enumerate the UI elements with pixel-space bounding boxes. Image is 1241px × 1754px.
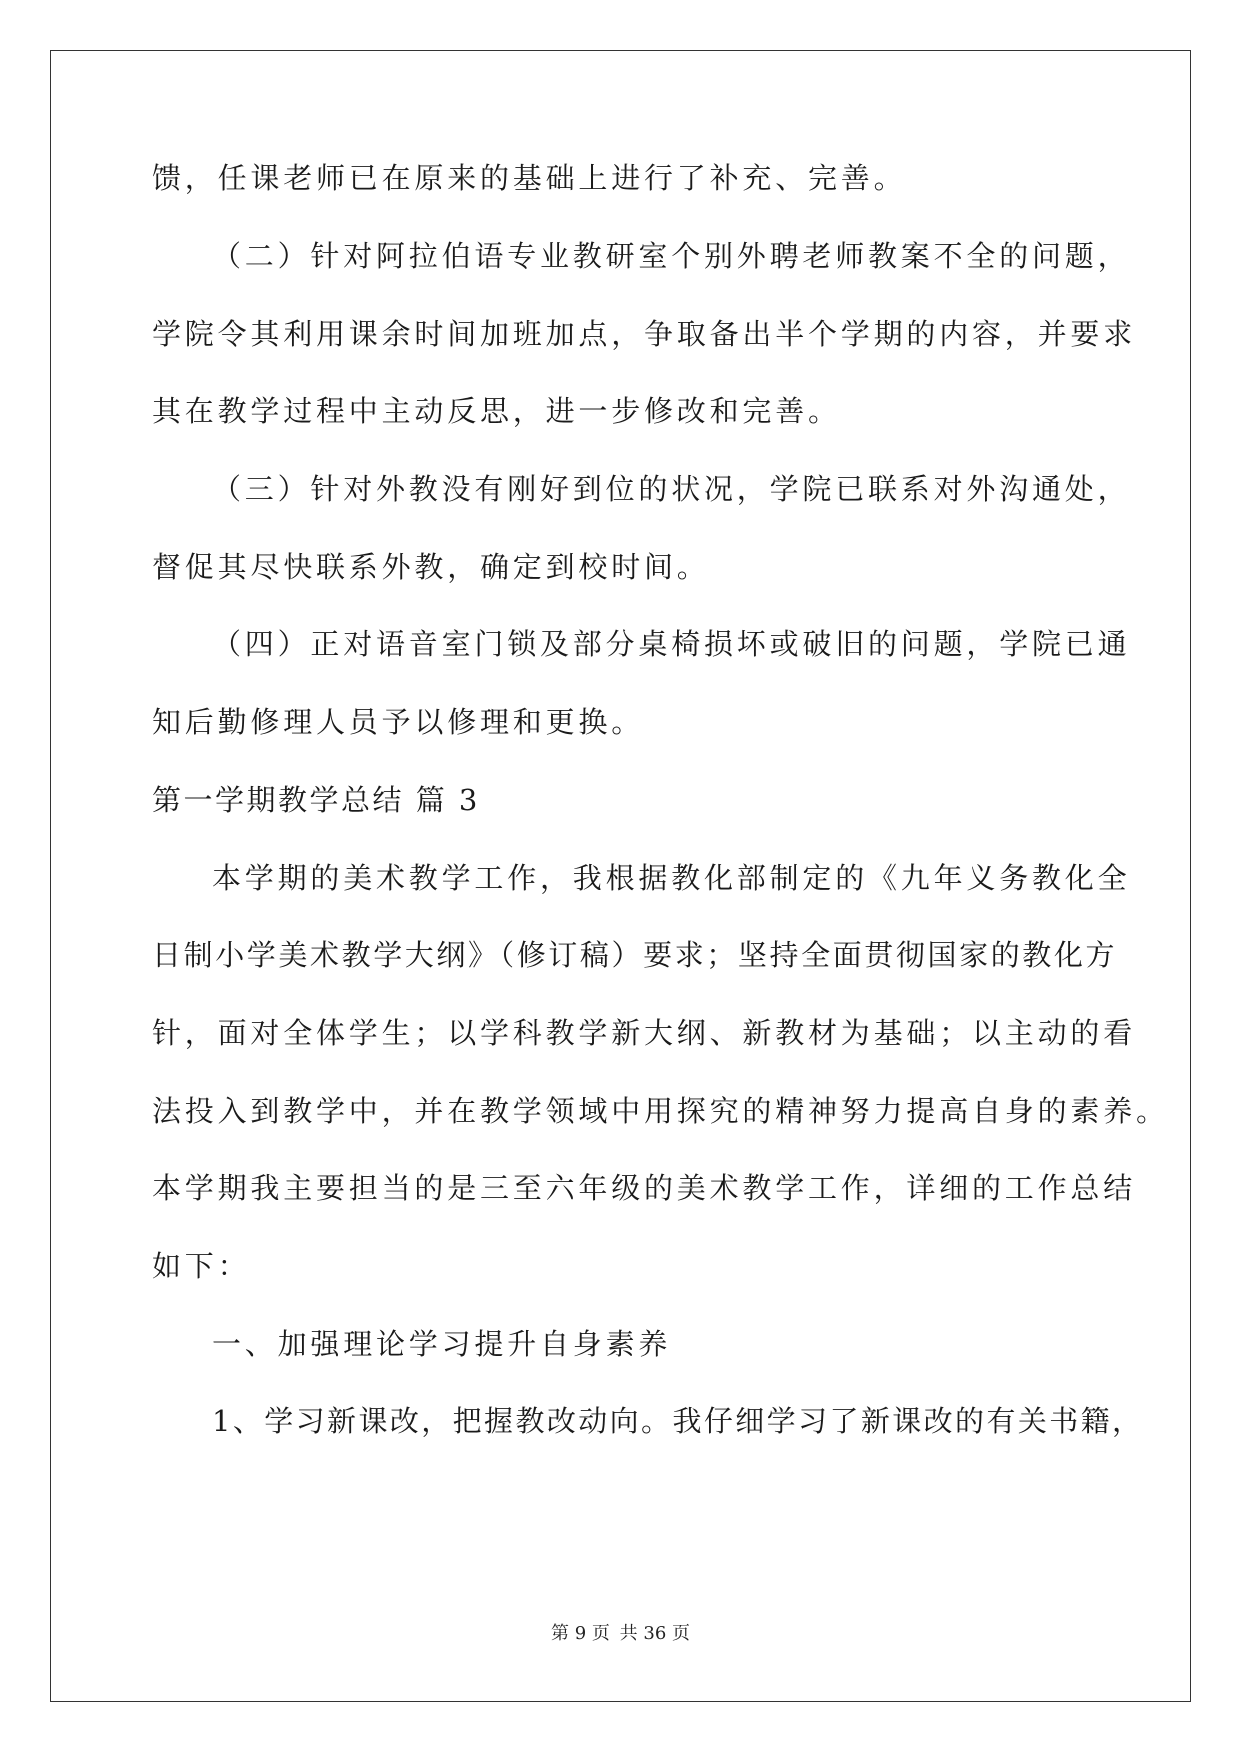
page-total: 共 36 页 (619, 1623, 690, 1644)
body-line: （四）正对语音室门锁及部分桌椅损坏或破旧的问题，学院已通 (212, 627, 1131, 661)
body-line: 本学期的美术教学工作，我根据教化部制定的《九年义务教化全 (212, 861, 1131, 895)
page-footer (0, 1622, 1241, 1646)
body-line: 其在教学过程中主动反思，进一步修改和完善。 (152, 394, 841, 428)
body-line: 知后勤修理人员予以修理和更换。 (152, 705, 645, 739)
body-line: 督促其尽快联系外教，确定到校时间。 (152, 550, 710, 584)
subheading: 一、加强理论学习提升自身素养 (212, 1327, 672, 1361)
body-line: 针，面对全体学生；以学科教学新大纲、新教材为基础；以主动的看 (152, 1016, 1137, 1050)
body-line: 如下： (152, 1249, 251, 1283)
section-heading: 第一学期教学总结 篇 3 (152, 783, 480, 817)
body-line: 1、学习新课改，把握教改动向。我仔细学习了新课改的有关书籍， (212, 1404, 1144, 1438)
body-line: 馈，任课老师已在原来的基础上进行了补充、完善。 (152, 161, 907, 195)
body-line: 法投入到教学中，并在教学领域中用探究的精神努力提高自身的素养。 (152, 1094, 1169, 1128)
body-line: 日制小学美术教学大纲》（修订稿）要求；坚持全面贯彻国家的教化方 (152, 938, 1118, 972)
body-line: 学院令其利用课余时间加班加点，争取备出半个学期的内容，并要求 (152, 317, 1137, 351)
body-line: 本学期我主要担当的是三至六年级的美术教学工作，详细的工作总结 (152, 1171, 1137, 1205)
body-line: （三）针对外教没有刚好到位的状况，学院已联系对外沟通处， (212, 472, 1131, 506)
page-number: 第 9 页 (551, 1623, 610, 1644)
body-line: （二）针对阿拉伯语专业教研室个别外聘老师教案不全的问题， (212, 239, 1131, 273)
